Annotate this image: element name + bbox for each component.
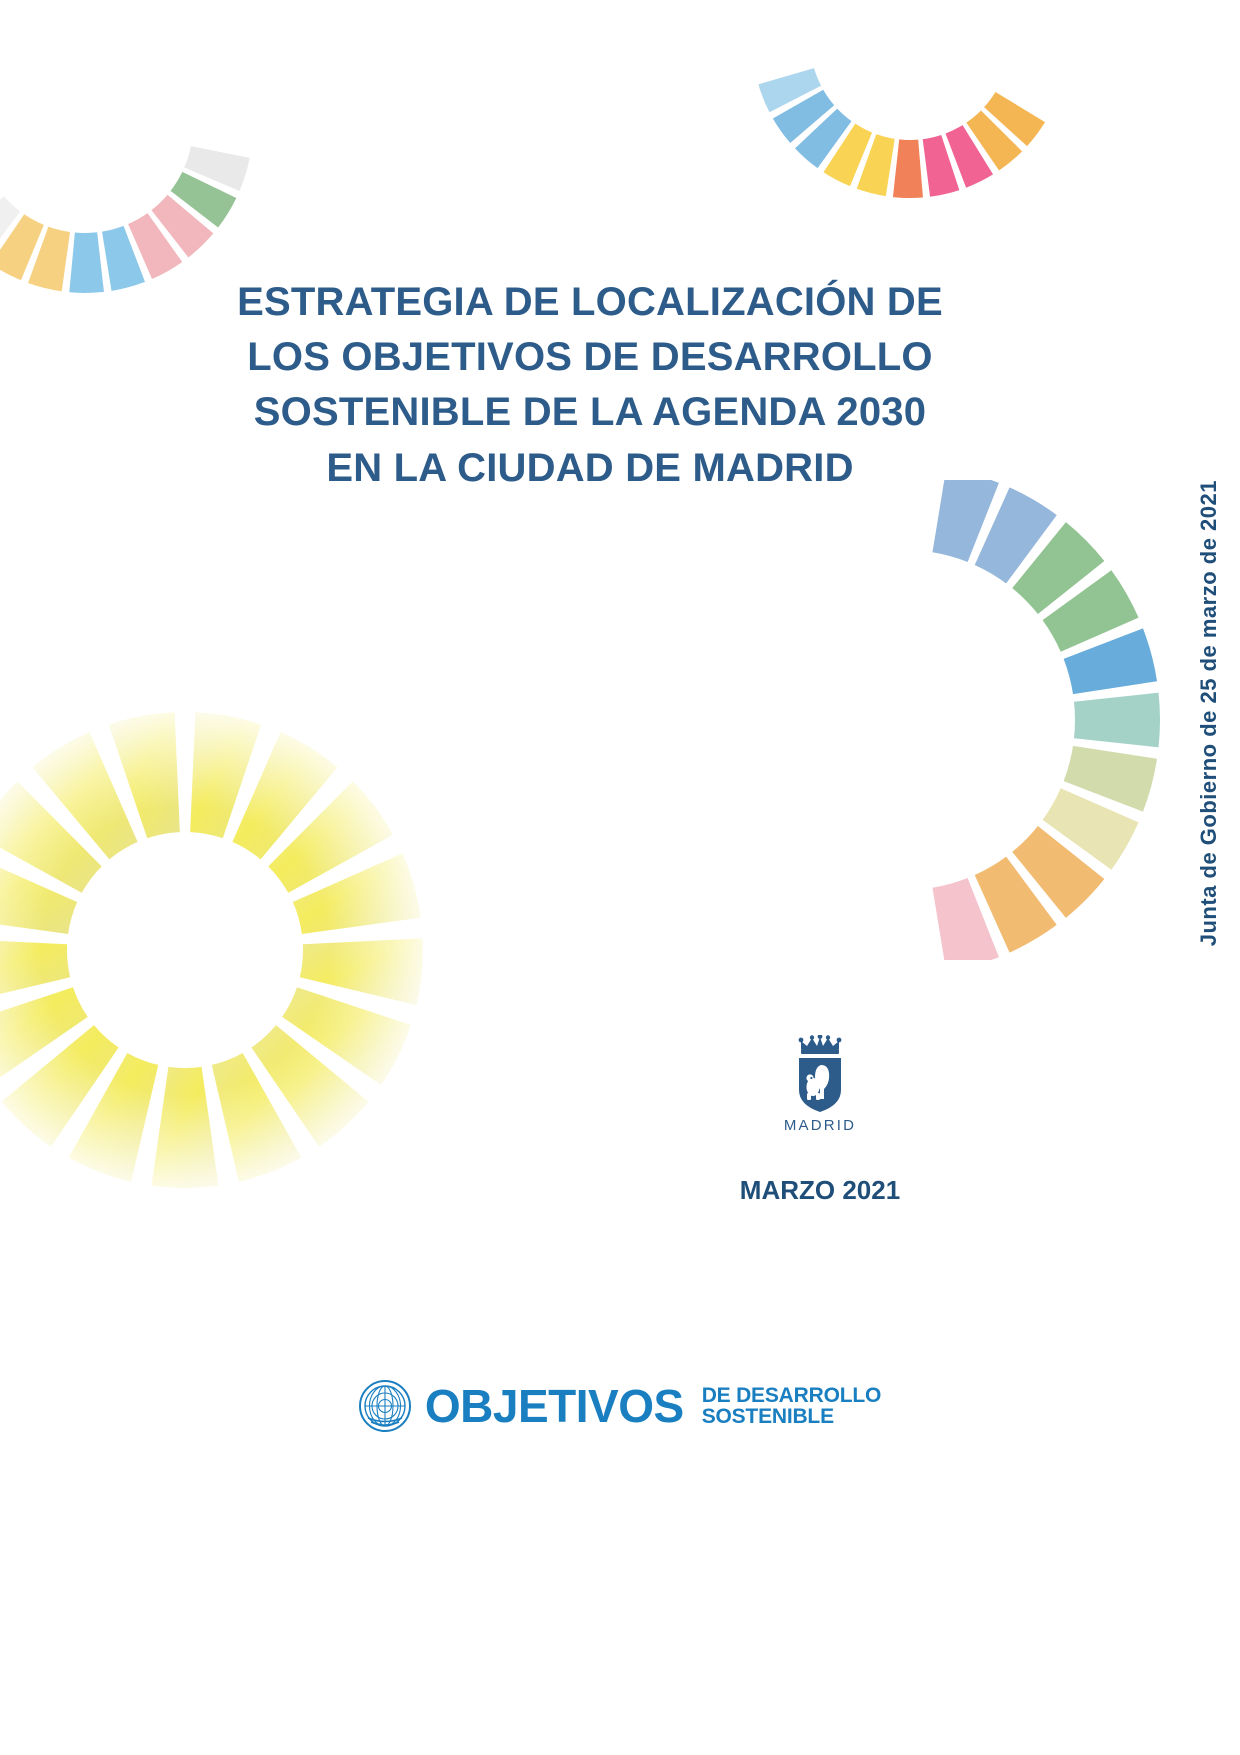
ods-wordmark-main [424, 1380, 684, 1432]
page-title-line-4: EN LA CIUDAD DE MADRID [326, 445, 854, 490]
sdg-wheel-large-icon [0, 640, 490, 1260]
side-note [1196, 480, 1222, 1100]
ods-wordmark-sub [702, 1385, 881, 1428]
document-date: MARZO 2021 [739, 1175, 901, 1205]
page-title-line-1: ESTRATEGIA DE LOCALIZACIÓN DE [237, 280, 943, 324]
page-title-line-3: SOSTENIBLE DE LA AGENDA 2030 [253, 390, 927, 435]
madrid-coat-of-arms-icon [791, 1035, 849, 1113]
madrid-logo [760, 1035, 880, 1134]
ods-wordmark-sub-line2: SOSTENIBLE [701, 1405, 834, 1428]
madrid-wordmark: MADRID [783, 1117, 857, 1134]
ods-footer-logo [0, 1380, 1240, 1432]
page-title [150, 275, 1030, 496]
side-note-text: Junta de Gobierno de 25 de marzo de 2021 [1196, 480, 1221, 947]
sdg-wheel-partial-icon [0, 0, 280, 320]
ods-wordmark-sub-line1: DE DESARROLLO [701, 1383, 882, 1407]
page-title-line-2: LOS OBJETIVOS DE DESARROLLO [247, 335, 933, 380]
united-nations-emblem-icon [359, 1380, 411, 1432]
ods-wordmark-main-text: OBJETIVOS [424, 1380, 684, 1432]
sdg-wheel-partial-icon [730, 0, 1090, 220]
sdg-wheel-partial-icon [850, 480, 1180, 960]
